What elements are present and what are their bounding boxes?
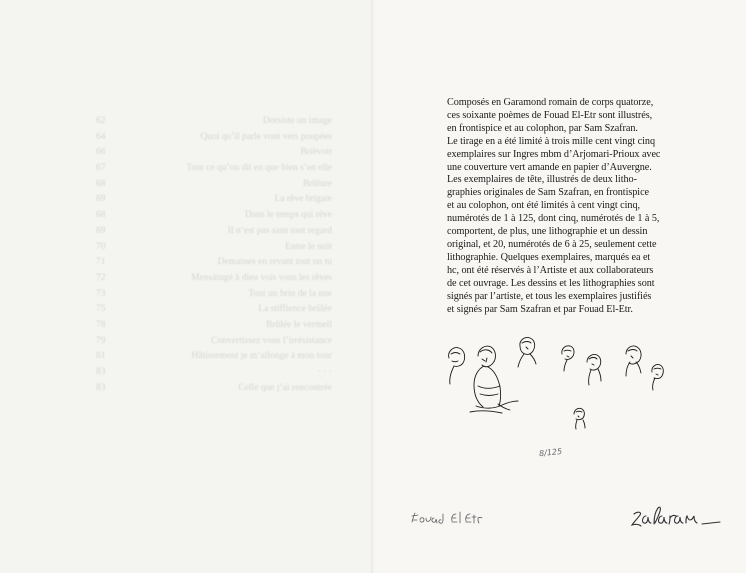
ghost-toc-title: Dans le temps qui rêve — [244, 210, 332, 221]
ghost-toc-page-number: 73 — [96, 288, 106, 299]
ghost-toc-row — [96, 287, 332, 303]
ghost-toc-row — [96, 192, 332, 208]
page-fold — [371, 0, 375, 573]
colophon-text — [447, 97, 696, 316]
signature-fouad-el-etr — [410, 506, 505, 530]
ghost-toc-row — [96, 334, 332, 350]
colophon-line: Composés en Garamond romain de corps quatorze, — [447, 97, 654, 108]
ghost-toc-page-number: 69 — [96, 194, 106, 205]
ghost-toc-row — [96, 224, 332, 240]
ghost-toc-title: Brûlure — [302, 178, 332, 189]
ghost-toc-row — [96, 114, 332, 130]
show-through-table-of-contents — [96, 114, 332, 396]
colophon-line: Les exemplaires de tête, illustrés de deux litho- — [447, 174, 637, 186]
ghost-toc-page-number: 75 — [96, 304, 106, 315]
ghost-toc-row — [96, 302, 332, 318]
ghost-toc-title: Demaines en revant tout un tu — [217, 257, 332, 268]
ghost-toc-title: La stiffience brûlée — [258, 304, 332, 315]
ghost-toc-page-number: 62 — [96, 116, 106, 126]
ghost-toc-page-number: 69 — [96, 225, 106, 236]
ghost-toc-page-number: 67 — [96, 163, 106, 174]
colophon-line: numérotés de 1 à 125, dont cinq, numérotés de 1 à 5, — [447, 213, 660, 225]
colophon-line: comportent, de plus, une lithographie et un dessin — [447, 226, 648, 238]
signature-szafran — [628, 502, 724, 530]
ghost-toc-title: Celle que j’ai rencontrée — [238, 382, 332, 393]
ghost-toc-page-number: 78 — [96, 319, 106, 330]
ghost-toc-title: Brûlée le vermeil — [266, 319, 332, 330]
ghost-toc-row — [96, 271, 332, 287]
ghost-toc-page-number: 83 — [96, 382, 106, 393]
ghost-toc-row — [96, 208, 332, 224]
sketch-of-figures — [440, 334, 680, 430]
colophon-line: graphies originales de Sam Szafran, en frontispice — [447, 187, 650, 199]
ghost-toc-row — [96, 255, 332, 271]
ghost-toc-title: La rêve brigate — [274, 194, 332, 205]
ghost-toc-title: Brièvoir — [300, 147, 332, 158]
ghost-toc-page-number: 68 — [96, 178, 106, 189]
ghost-toc-title: Convertissez vous l’irrésistance — [211, 335, 332, 346]
ghost-toc-title: Il n’est pas sans tout regard — [227, 225, 332, 236]
colophon-line: et signés par Sam Szafran et par Fouad El-Etr. — [447, 303, 633, 315]
ghost-toc-row — [96, 381, 332, 397]
ghost-toc-row — [96, 318, 332, 334]
ghost-toc-title: Quoi qu’il parle vont vers poupées — [200, 131, 332, 142]
ghost-toc-row — [96, 365, 332, 381]
colophon-line: exemplaires sur Ingres mbm d’Arjomari-Prioux avec — [447, 148, 661, 160]
ghost-toc-page-number: 81 — [96, 351, 106, 362]
ghost-toc-page-number: 83 — [96, 367, 106, 377]
colophon-line: une couverture vert amande en papier d’Auvergne. — [447, 161, 652, 173]
colophon-line: signés par l’artiste, et tous les exemplaires justifiés — [447, 290, 652, 302]
ghost-toc-title: Tout ce qu’on dit en que bien s’en elle — [186, 163, 332, 174]
ghost-toc-row — [96, 130, 332, 146]
ghost-toc-page-number: 70 — [96, 241, 106, 252]
ghost-toc-title: Hâtissement je m’allonge à mon tour — [191, 351, 332, 362]
ghost-toc-title: Tout un brin de la nue — [248, 288, 332, 299]
ghost-toc-page-number: 72 — [96, 272, 106, 283]
ghost-toc-title: Mensàingé à dieu vois vous les rêves — [191, 272, 332, 283]
colophon-line: et au colophon, ont été limités à cent vingt cinq, — [447, 200, 640, 212]
colophon-line: ces soixante poèmes de Fouad El-Etr sont illustrés, — [447, 109, 653, 121]
ghost-toc-page-number: 66 — [96, 147, 106, 158]
colophon-line: hc, ont été réservés à l’Artiste et aux collaborateurs — [447, 264, 654, 276]
ghost-toc-title: Dorsiste un image — [262, 116, 332, 126]
ghost-toc-page-number: 71 — [96, 257, 106, 268]
ghost-toc-row — [96, 240, 332, 256]
justification-number: 8/125 — [538, 446, 563, 459]
colophon-line: lithographie. Quelques exemplaires, marqués ea et — [447, 251, 651, 263]
colophon-line: original, et 20, numérotés de 6 à 25, seulement cette — [447, 238, 657, 250]
ghost-toc-row — [96, 145, 332, 161]
colophon-line: en frontispice et au colophon, par Sam Szafran. — [447, 122, 638, 134]
ghost-toc-page-number: 64 — [96, 131, 106, 142]
ghost-toc-page-number: 79 — [96, 335, 106, 346]
ghost-toc-title: · · · — [317, 367, 332, 377]
colophon-line: de cet ouvrage. Les dessins et les lithographies sont — [447, 277, 655, 289]
ghost-toc-title: Entre le nuit — [285, 241, 332, 252]
colophon-line: Le tirage en a été limité à trois mille cent vingt cinq — [447, 135, 655, 147]
ghost-toc-row — [96, 349, 332, 365]
ghost-toc-row — [96, 161, 332, 177]
ghost-toc-row — [96, 177, 332, 193]
ghost-toc-page-number: 68 — [96, 210, 106, 221]
